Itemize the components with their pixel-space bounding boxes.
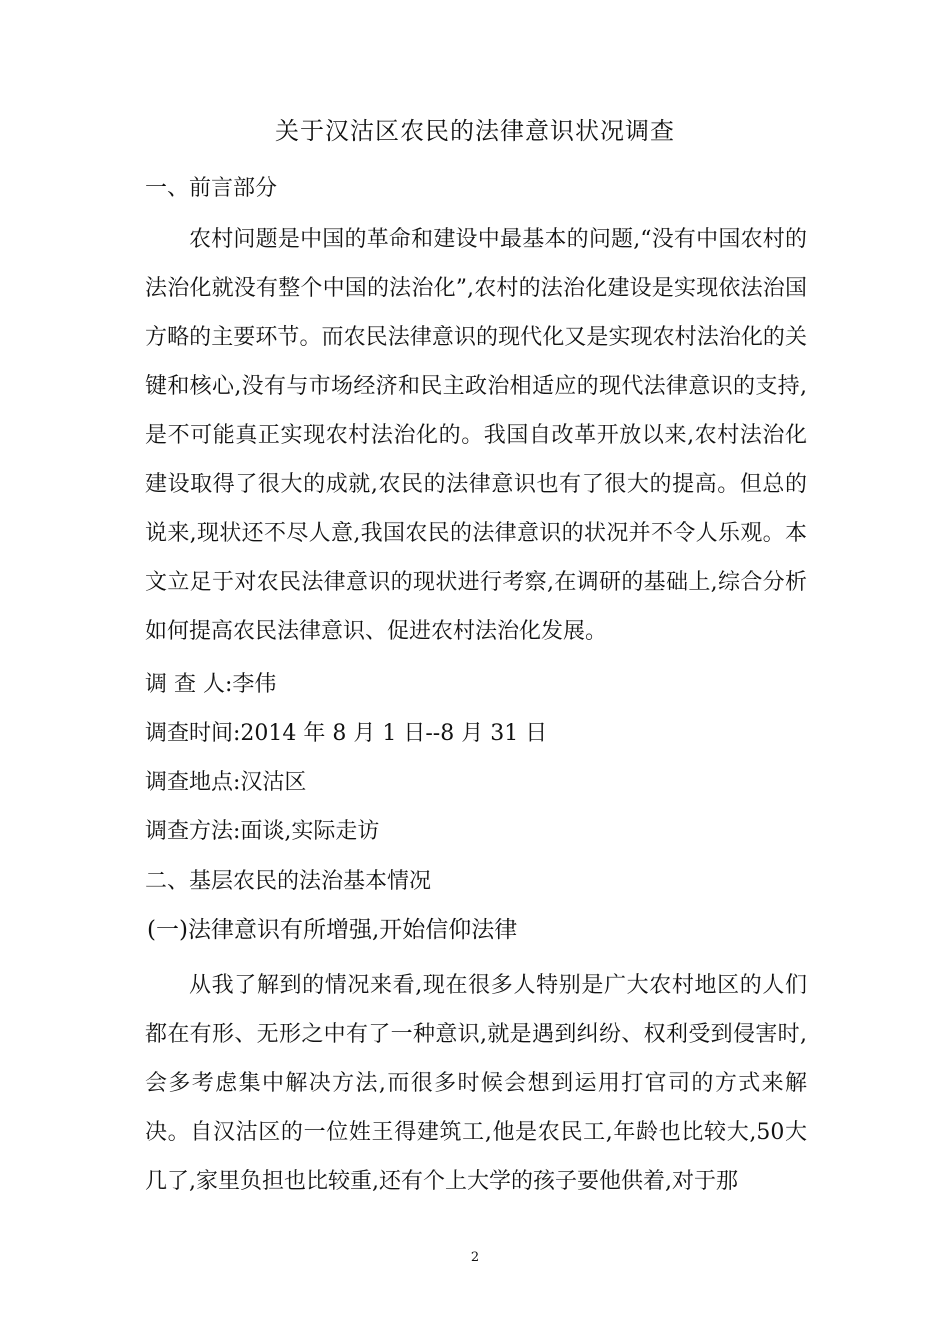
investigator-line: 调 查 人:李伟 bbox=[145, 672, 277, 697]
document-title: 关于汉沽区农民的法律意识状况调查 bbox=[275, 117, 675, 145]
survey-location-line: 调查地点:汉沽区 bbox=[145, 770, 307, 795]
body-paragraph: 从我了解到的情况来看,现在很多人特别是广大农村地区的人们都在有形、无形之中有了一种意识,就是遇到纠纷、权利受到侵害时,会多考虑集中解决方法,而很多时候会想到运用打官司的方式来解决。自汉沽区的一位姓王得建筑工,他是农民工,年龄也比较大,50大几了,家里负担也比较重,还有个上大学的孩子要他供着,对于那 bbox=[145, 973, 807, 1194]
subsection-heading-legal-awareness: (一)法律意识有所增强,开始信仰法律 bbox=[147, 917, 518, 943]
survey-method-line: 调查方法:面谈,实际走访 bbox=[145, 819, 380, 844]
section-heading-basic-situation: 二、基层农民的法治基本情况 bbox=[145, 869, 432, 894]
section-heading-preface: 一、前言部分 bbox=[145, 176, 278, 201]
survey-time-line: 调查时间:2014 年 8 月 1 日--8 月 31 日 bbox=[145, 721, 548, 746]
intro-paragraph: 农村问题是中国的革命和建设中最基本的问题,“没有中国农村的法治化就没有整个中国的法治化”,农村的法治化建设是实现依法治国方略的主要环节。而农民法律意识的现代化又是实现农村法治化的关键和核心,没有与市场经济和民主政治相适应的现代法律意识的支持,是不可能真正实现农村法治化的。我国自改革开放以来,农村法治化建设取得了很大的成就,农民的法律意识也有了很大的提高。但总的说来,现状还不尽人意,我国农民的法律意识的状况并不令人乐观。本文立足于对农民法律意识的现状进行考察,在调研的基础上,综合分析如何提高农民法律意识、促进农村法治化发展。 bbox=[145, 227, 807, 644]
page-number: 2 bbox=[470, 1250, 480, 1265]
